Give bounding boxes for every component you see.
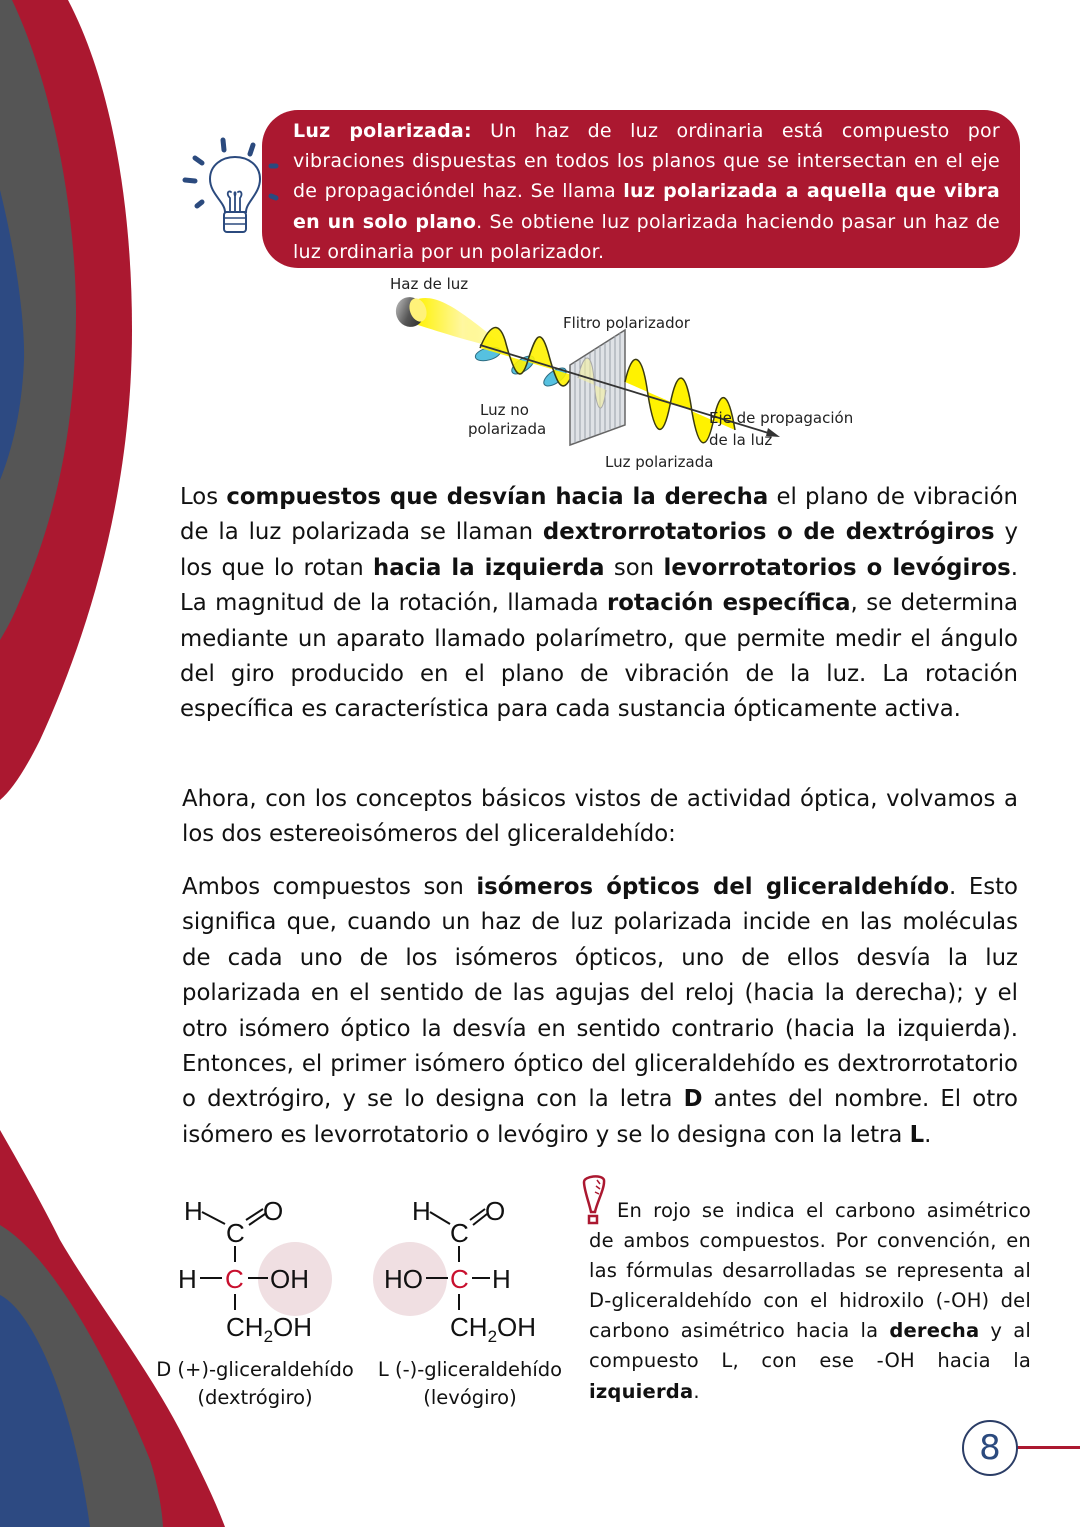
atom-ch2oh: $CH_2OH$ [226,1312,313,1346]
label-unpolarized-2: polarizada [468,420,547,438]
caption-d-glyceraldehyde: D (+)-gliceraldehído (dextrógiro) [156,1358,354,1409]
callout-title: Luz polarizada: [293,120,472,142]
atom-c-aldehyde: C [226,1218,245,1248]
atom-ho-left: HO [384,1264,423,1294]
atom-o-top: O [263,1196,284,1226]
chiral-carbon: C [450,1264,469,1294]
paragraph-rotation: Los compuestos que desvían hacia la derecha el plano de vibración de la luz polarizada se llaman dextrorrotatorios o de dextrógiros y los que lo rotan hacia la izquierda son levorrotatorios o levógiros. La magnitud de la rotación, llamada rotación específica, se determina mediante un aparato llamado polarímetro, que permite medir el ángulo del giro producido en el plano de vibración de la luz. La rotación específica es característica para cada sustancia ópticamente activa. [180,484,1019,723]
polarization-diagram [380,270,870,480]
label-axis-2: de la luz [709,431,773,449]
label-axis-1: Eje de propagación [709,409,854,427]
caption-l-glyceraldehyde: L (-)-gliceraldehído (levógiro) [377,1358,563,1409]
note-chiral-carbon: En rojo se indica el carbono asimétrico de ambos compuestos. Por convención, en las fórmulas desarrolladas se representa al D-gliceraldehído con el hidroxilo (-OH) del carbono asimétrico hacia la derecha y al compuesto L, con ese -OH hacia la izquierda. [589,1199,1031,1403]
label-polarized: Luz polarizada [605,453,714,471]
page-number-rule [1017,1446,1080,1449]
lightbulb-icon [180,132,280,242]
molecule-d-glyceraldehyde [170,1190,350,1350]
chiral-carbon: C [225,1264,244,1294]
callout-polarized-light [262,110,1020,268]
callout-text: Luz polarizada: Un haz de luz ordinaria está compuesto por vibraciones dispuestas en todos los planos que se intersectan en el eje de propagacióndel haz. Se llama luz polarizada a aquella que vibra en un solo plano. Se obtiene luz polarizada haciendo pasar un haz de luz ordinaria por un polarizador. [293,120,1000,263]
label-light-beam: Haz de luz [390,275,469,293]
atom-ch2oh: $CH_2OH$ [450,1312,537,1346]
polarization-illustration [380,270,870,480]
atom-h-top: H [412,1196,431,1226]
molecule-l-glyceraldehyde [368,1190,558,1350]
atom-h-left: H [178,1264,197,1294]
label-filter: Flitro polarizador [563,314,690,332]
atom-o-top: O [485,1196,506,1226]
atom-h-top: H [184,1196,203,1226]
atom-oh-right: OH [270,1264,309,1294]
atom-h-right: H [492,1264,511,1294]
label-unpolarized-1: Luz no [480,401,529,419]
paragraph-intro-isomers: Ahora, con los conceptos básicos vistos de actividad óptica, volvamos a los dos estereoisómeros del gliceraldehído: [182,786,1018,848]
paragraph-optical-isomers: Ambos compuestos son isómeros ópticos del gliceraldehído. Esto significa que, cuando un haz de luz polarizada incide en las moléculas de cada uno de los isómeros ópticos, uno de ellos desvía la luz polarizada en el sentido de las agujas del reloj (hacia la derecha); y el otro isómero óptico la desvía en sentido contrario (hacia la izquierda). Entonces, el primer isómero óptico del gliceraldehído es dextrorrotatorio o dextrógiro, y se lo designa con la letra D antes del nombre. El otro isómero es levorrotatorio o levógiro y se lo designa con la letra L. [182,874,1018,1148]
page-number: 8 [962,1420,1018,1476]
atom-c-aldehyde: C [450,1218,469,1248]
